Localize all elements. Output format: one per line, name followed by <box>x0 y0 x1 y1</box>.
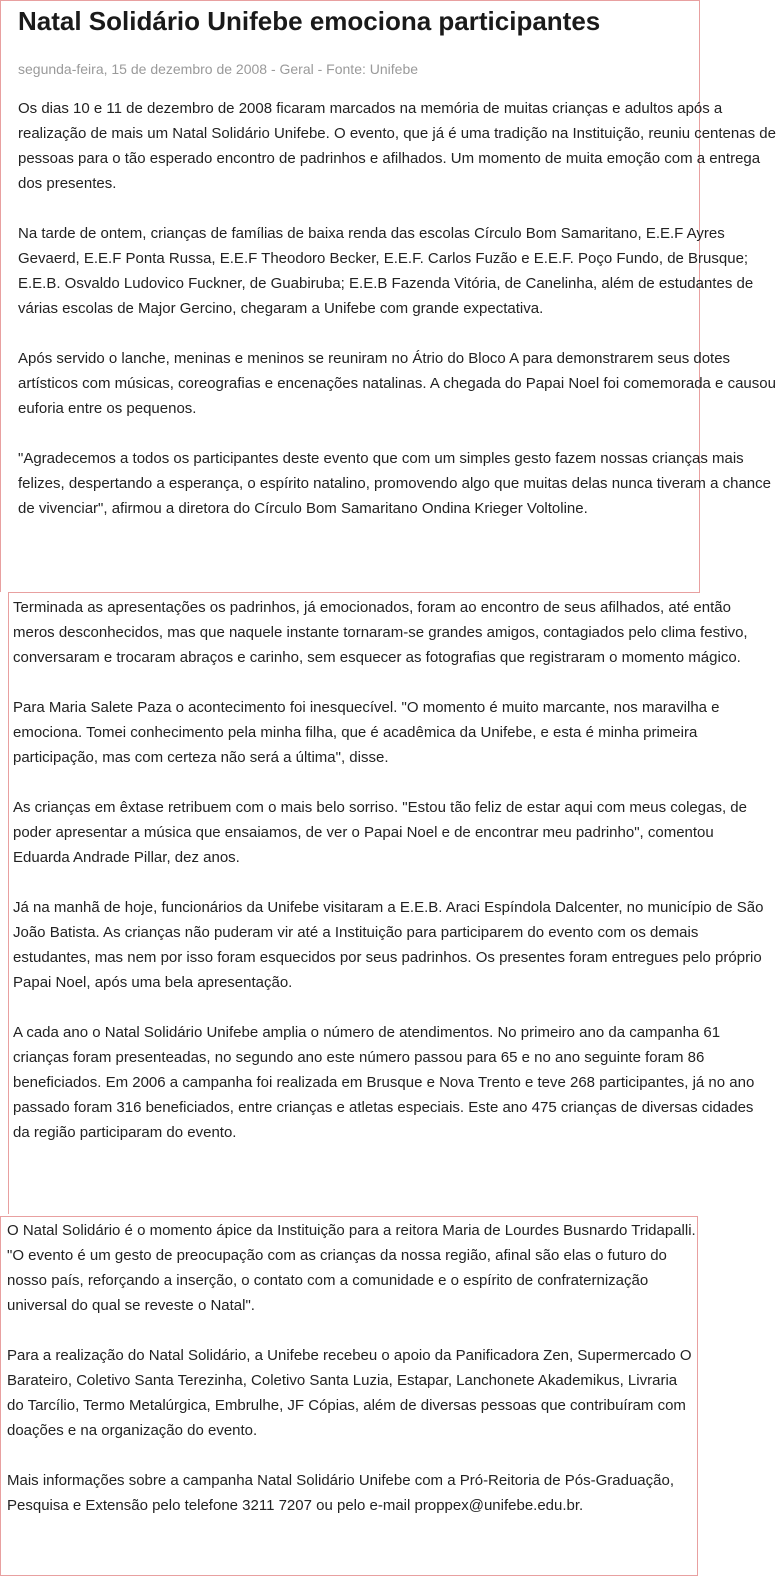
paragraph: Após servido o lanche, meninas e meninos se reuniram no Átrio do Bloco A para demonstrarem seus dotes artísticos com músicas, coreografias e encenações natalinas. A chegada do Papai Noel foi comemorada e causou euforia entre os pequenos. <box>18 350 776 417</box>
paragraph: "Agradecemos a todos os participantes deste evento que com um simples gesto fazem nossas crianças mais felizes, despertando a esperança, o espírito natalino, promovendo algo que muitas delas nunca tiveram a chance de vivenciar", afirmou a diretora do Círculo Bom Samaritano Ondina Krieger Voltoline. <box>18 450 771 517</box>
paragraph: Para a realização do Natal Solidário, a Unifebe recebeu o apoio da Panificadora Zen, Supermercado O Barateiro, Coletivo Santa Terezinha, Coletivo Santa Luzia, Estapar, Lanchonete Akademikus, Livraria do Tarcílio, Termo Metalúrgica, Embrulhe, JF Cópias, além de diversas pessoas que contribuíram com doações e na organização do evento. <box>7 1347 692 1439</box>
paragraph: Já na manhã de hoje, funcionários da Unifebe visitaram a E.E.B. Araci Espíndola Dalcenter, no município de São João Batista. As crianças não puderam vir até a Instituição para participarem do evento com os demais estudantes, mas nem por isso foram esquecidos por seus padrinhos. Os presentes foram entregues pelo próprio Papai Noel, após uma bela apresentação. <box>13 899 764 991</box>
paragraph: A cada ano o Natal Solidário Unifebe amplia o número de atendimentos. No primeiro ano da campanha 61 crianças foram presenteadas, no segundo ano este número passou para 65 e no ano seguinte foram 86 beneficiados. Em 2006 a campanha foi realizada em Brusque e Nova Trento e teve 268 participantes, já no ano passado foram 316 beneficiados, entre crianças e atletas especiais. Este ano 475 crianças de diversas cidades da região participaram do evento. <box>13 1024 755 1141</box>
article-section-2 <box>8 592 764 1214</box>
article-meta: segunda-feira, 15 de dezembro de 2008 - Geral - Fonte: Unifebe <box>18 61 419 77</box>
paragraph: Para Maria Salete Paza o acontecimento foi inesquecível. "O momento é muito marcante, nos maravilha e emociona. Tomei conhecimento pela minha filha, que é acadêmica da Unifebe, e esta é minha primeira participação, mas com certeza não será a última", disse. <box>13 699 720 766</box>
article-section-3 <box>0 1216 698 1576</box>
paragraph: Terminada as apresentações os padrinhos, já emocionados, foram ao encontro de seus afilhados, até então meros desconhecidos, mas que naquele instante tornaram-se grandes amigos, contagiados pelo clima festivo, conversaram e trocaram abraços e carinho, sem esquecer as fotografias que registraram o momento mágico. <box>13 599 748 666</box>
paragraph: Mais informações sobre a campanha Natal Solidário Unifebe com a Pró-Reitoria de Pós-Graduação, Pesquisa e Extensão pelo telefone 3211 7207 ou pelo e-mail proppex@unifebe.edu.br. <box>7 1472 674 1514</box>
article-section-1 <box>0 0 776 592</box>
paragraph: As crianças em êxtase retribuem com o mais belo sorriso. "Estou tão feliz de estar aqui com meus colegas, de poder apresentar a música que ensaiamos, de ver o Papai Noel e de encontrar meu padrinho", comentou Eduarda Andrade Pillar, dez anos. <box>13 799 747 866</box>
paragraph: O Natal Solidário é o momento ápice da Instituição para a reitora Maria de Lourdes Busnardo Tridapalli. "O evento é um gesto de preocupação com as crianças da nossa região, afinal são elas o futuro do nosso país, reforçando a inserção, o contato com a comunidade e o espírito de confraternização universal do qual se reveste o Natal". <box>7 1222 696 1314</box>
paragraph: Na tarde de ontem, crianças de famílias de baixa renda das escolas Círculo Bom Samaritano, E.E.F Ayres Gevaerd, E.E.F Ponta Russa, E.E.F Theodoro Becker, E.E.F. Carlos Fuzão e E.E.F. Poço Fundo, de Brusque; E.E.B. Osvaldo Ludovico Fuckner, de Guabiruba; E.E.B Fazenda Vitória, de Canelinha, além de estudantes de várias escolas de Major Gercino, chegaram a Unifebe com grande expectativa. <box>18 225 754 317</box>
article-title: Natal Solidário Unifebe emociona participantes <box>18 6 601 36</box>
paragraph: Os dias 10 e 11 de dezembro de 2008 ficaram marcados na memória de muitas crianças e adultos após a realização de mais um Natal Solidário Unifebe. O evento, que já é uma tradição na Instituição, reuniu centenas de pessoas para o tão esperado encontro de padrinhos e afilhados. Um momento de muita emoção com a entrega dos presentes. <box>18 100 776 192</box>
